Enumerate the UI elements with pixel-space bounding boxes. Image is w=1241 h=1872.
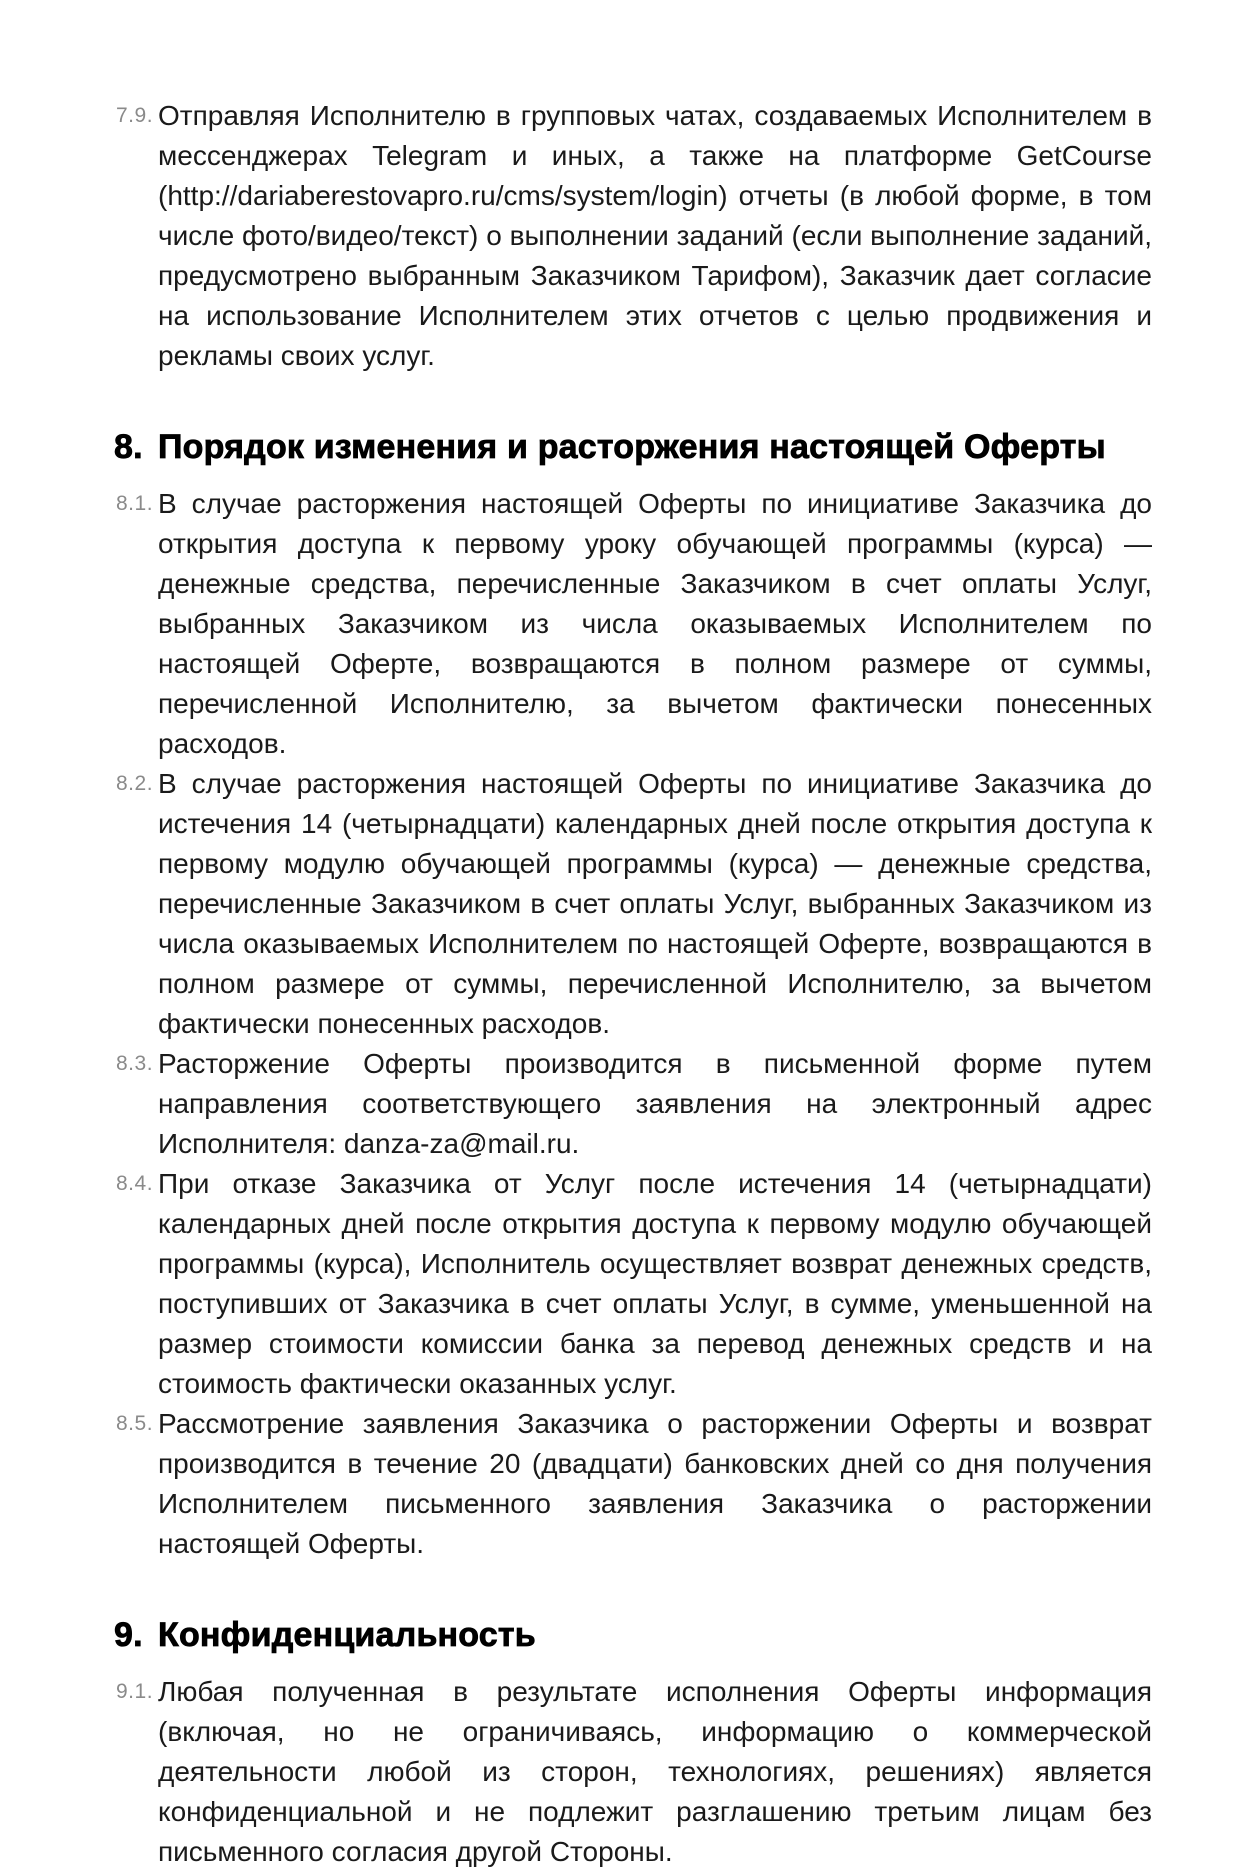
clause-text-8-4: При отказе Заказчика от Услуг после истечения 14 (четырнадцати) календарных дней после открытия доступа к первому модулю обучающей программы (курса), Исполнитель осуществляет возврат денежных средств, поступивших от Заказчика в счет оплаты Услуг, в сумме, уменьшенной на размер стоимости комиссии банка за перевод денежных средств и на стоимость фактически оказанных услуг. — [158, 1168, 1152, 1399]
clause-text-8-1: В случае расторжения настоящей Оферты по инициативе Заказчика до открытия доступа к первому уроку обучающей программы (курса) — денежные средства, перечисленные Заказчиком в счет оплаты Услуг, выбранных Заказчиком из числа оказываемых Исполнителем по настоящей Оферте, возвращаются в полном размере от суммы, перечисленной Исполнителю, за вычетом фактически понесенных расходов. — [158, 488, 1152, 759]
clause-number-8-2: 8.2. — [116, 772, 154, 795]
clause-8-3 — [116, 1044, 1152, 1164]
clause-text-8-2: В случае расторжения настоящей Оферты по инициативе Заказчика до истечения 14 (четырнадцати) календарных дней после открытия доступа к первому модулю обучающей программы (курса) — денежные средства, перечисленные Заказчиком в счет оплаты Услуг, выбранных Заказчиком из числа оказываемых Исполнителем по настоящей Оферте, возвращаются в полном размере от суммы, перечисленной Исполнителю, за вычетом фактически понесенных расходов. — [158, 768, 1152, 1039]
section-title-8: Порядок изменения и расторжения настоящей Оферты — [158, 428, 1106, 466]
clause-number-9-1: 9.1. — [116, 1680, 154, 1703]
clause-8-1 — [116, 484, 1152, 764]
clause-number-7-9: 7.9. — [116, 104, 154, 127]
clause-8-2 — [116, 764, 1152, 1044]
clause-number-8-5: 8.5. — [116, 1412, 154, 1435]
clause-text-9-1: Любая полученная в результате исполнения Оферты информация (включая, но не ограничиваясь, информацию о коммерческой деятельности любой из сторон, технологиях, решениях) является конфиденциальной и не подлежит разглашению третьим лицам без письменного согласия другой Стороны. — [158, 1676, 1152, 1867]
clause-text-8-3: Расторжение Оферты производится в письменной форме путем направления соответствующего заявления на электронный адрес Исполнителя: danza-za@mail.ru. — [158, 1048, 1152, 1159]
clause-9-1 — [116, 1672, 1152, 1872]
section-title-9: Конфиденциальность — [158, 1616, 536, 1654]
clause-number-8-3: 8.3. — [116, 1052, 154, 1075]
section-heading-9 — [114, 1612, 1152, 1658]
section-number-9: 9. — [114, 1616, 143, 1654]
clause-text-7-9: Отправляя Исполнителю в групповых чатах, создаваемых Исполнителем в мессенджерах Telegram и иных, а также на платформе GetCourse (http://dariaberestovapro.ru/cms/system/login) отчеты (в любой форме, в том числе фото/видео/текст) о выполнении заданий (если выполнение заданий, предусмотрено выбранным Заказчиком Тарифом), Заказчик дает согласие на использование Исполнителем этих отчетов с целью продвижения и рекламы своих услуг. — [158, 100, 1152, 371]
clause-7-9 — [116, 96, 1152, 376]
clause-8-4 — [116, 1164, 1152, 1404]
section-heading-8 — [114, 424, 1152, 470]
clause-8-5 — [116, 1404, 1152, 1564]
clause-number-8-4: 8.4. — [116, 1172, 154, 1195]
clause-number-8-1: 8.1. — [116, 492, 154, 515]
section-number-8: 8. — [114, 428, 143, 466]
document-content — [114, 0, 1152, 1872]
clause-text-8-5: Рассмотрение заявления Заказчика о расторжении Оферты и возврат производится в течение 20 (двадцати) банковских дней со дня получения Исполнителем письменного заявления Заказчика о расторжении настоящей Оферты. — [158, 1408, 1152, 1559]
